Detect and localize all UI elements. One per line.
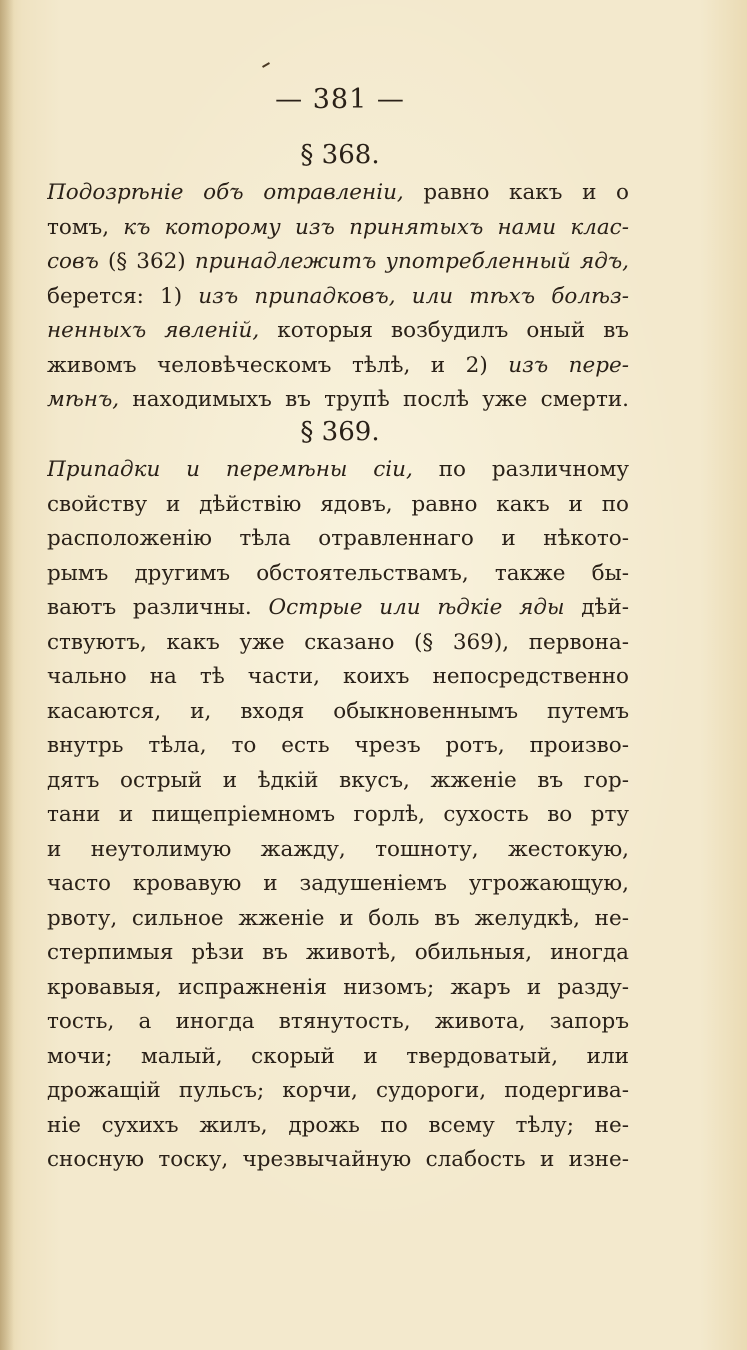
text-line — [47, 591, 629, 626]
text-line — [47, 1109, 629, 1144]
text-run: часто кровавую и задушеніемъ угрожающую, — [47, 871, 629, 896]
paragraph-369 — [47, 453, 629, 1178]
text-line — [47, 453, 629, 488]
text-line — [47, 764, 629, 799]
text-run: дѣй- — [564, 595, 629, 620]
text-run: равно какъ и о — [403, 180, 629, 205]
text-line — [47, 729, 629, 764]
spine-shadow — [0, 0, 14, 1350]
italic-run: къ которому изъ принятыхъ нами клас- — [123, 214, 629, 240]
text-line — [47, 314, 629, 349]
section-heading-369: § 369. — [300, 417, 380, 447]
text-run: которыя возбудилъ оный въ — [259, 318, 629, 343]
text-run: свойству и дѣйствію ядовъ, равно какъ и по — [47, 491, 629, 517]
text-line — [47, 1040, 629, 1075]
text-run: чально на тѣ части, коихъ непосредственно — [47, 664, 629, 689]
text-run: тани и пищепріемномъ горлѣ, сухость во рту — [47, 802, 629, 827]
text-run: берется: 1) — [47, 283, 199, 309]
text-line — [47, 1143, 629, 1178]
text-run: (§ 362) — [107, 249, 195, 274]
text-line — [47, 695, 629, 730]
text-line — [47, 798, 629, 833]
text-run: дятъ острый и ѣдкій вкусъ, жженіе въ гор- — [47, 767, 629, 793]
text-line — [47, 626, 629, 661]
text-line — [47, 1074, 629, 1109]
italic-run: совъ — [47, 249, 108, 274]
text-run: находимыхъ въ трупѣ послѣ уже смерти. — [119, 387, 629, 412]
text-line — [47, 902, 629, 937]
italic-run: Подозрѣніе объ отравленіи, — [47, 180, 404, 205]
text-run: тость, а иногда втянутость, живота, запоръ — [47, 1009, 629, 1034]
text-line — [47, 383, 629, 418]
text-run: ствуютъ, какъ уже сказано (§ 369), первона- — [47, 629, 629, 655]
italic-run: Острые или ѣдкіе яды — [268, 595, 565, 620]
text-run: мочи; малый, скорый и твердоватый, или — [47, 1043, 629, 1069]
text-run: кровавыя, испражненія низомъ; жаръ и разду- — [47, 974, 629, 1000]
text-line — [47, 176, 629, 211]
text-run: томъ, — [47, 214, 124, 240]
page-number: — 381 — — [275, 84, 405, 115]
text-line — [47, 488, 629, 523]
italic-run: мѣнъ, — [47, 387, 120, 412]
text-run: по различному — [412, 457, 629, 482]
text-line — [47, 245, 629, 280]
text-run: ніе сухихъ жилъ, дрожь по всему тѣлу; не- — [47, 1112, 629, 1138]
paragraph-368 — [47, 176, 629, 418]
italic-run: принадлежитъ употребленный ядъ, — [194, 249, 629, 274]
text-run: рвоту, сильное жженіе и боль въ желудкѣ, не- — [47, 905, 629, 931]
text-run: сносную тоску, чрезвычайную слабость и изне- — [47, 1147, 629, 1172]
italic-run: Припадки и перемѣны сіи, — [47, 457, 413, 482]
text-run: ваютъ различны. — [47, 595, 269, 620]
italic-run: изъ пере- — [508, 352, 629, 378]
text-line — [47, 971, 629, 1006]
text-run: дрожащій пульсъ; корчи, судороги, подергива- — [47, 1078, 629, 1103]
text-run: внутрь тѣла, то есть чрезъ ротъ, произво- — [47, 733, 629, 758]
section-heading-368: § 368. — [300, 140, 380, 170]
ink-mark — [262, 62, 270, 68]
text-line — [47, 557, 629, 592]
text-line — [47, 349, 629, 384]
italic-run: ненныхъ явленій, — [47, 318, 260, 343]
text-line — [47, 280, 629, 315]
text-run: касаются, и, входя обыкновеннымъ путемъ — [47, 698, 629, 724]
text-line — [47, 1005, 629, 1040]
text-line — [47, 211, 629, 246]
text-line — [47, 660, 629, 695]
text-line — [47, 833, 629, 868]
text-line — [47, 522, 629, 557]
italic-run: изъ припадковъ, или тѣхъ болѣз- — [198, 283, 629, 309]
text-run: расположенію тѣла отравленнаго и нѣкото- — [47, 526, 629, 551]
text-run: стерпимыя рѣзи въ животѣ, обильныя, иногда — [47, 940, 629, 965]
text-run: живомъ человѣческомъ тѣлѣ, и 2) — [47, 352, 509, 378]
text-line — [47, 936, 629, 971]
text-run: рымъ другимъ обстоятельствамъ, также бы- — [47, 560, 629, 586]
text-line — [47, 867, 629, 902]
text-run: и неутолимую жажду, тошноту, жестокую, — [47, 836, 629, 862]
